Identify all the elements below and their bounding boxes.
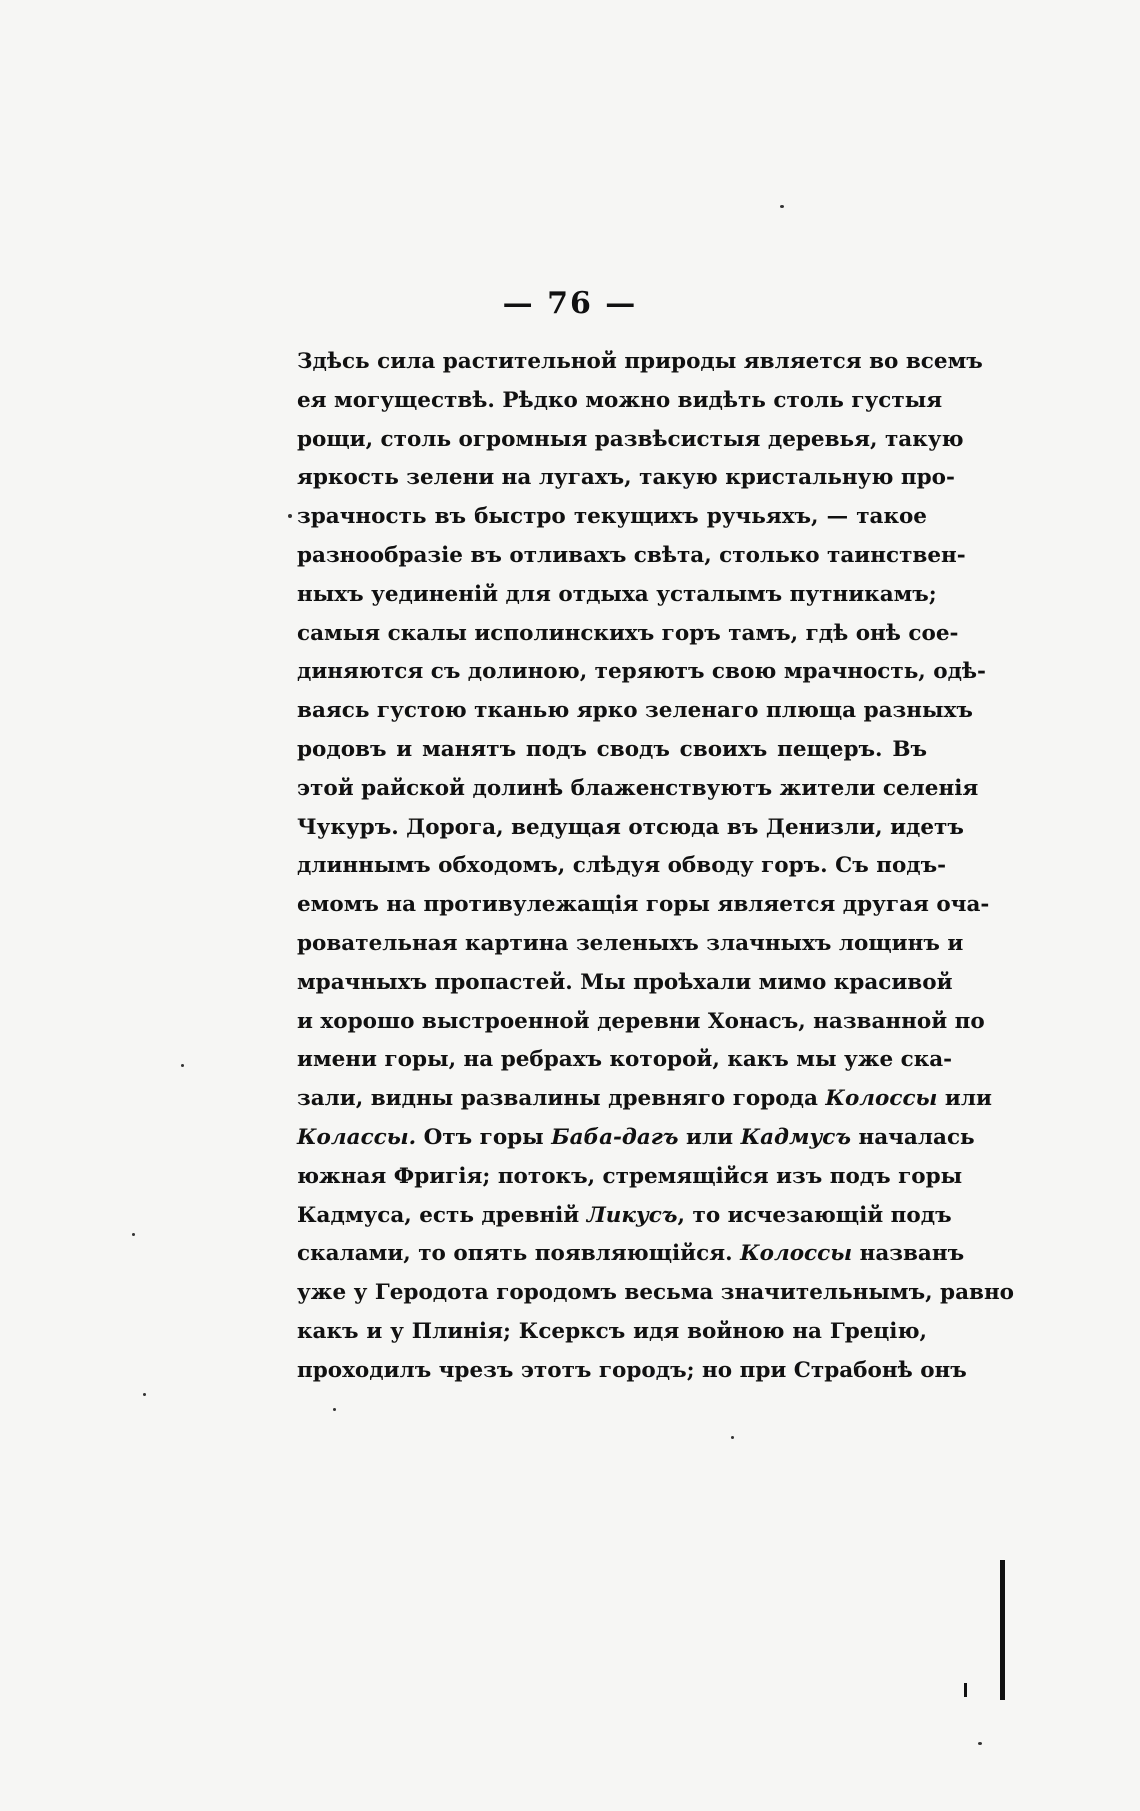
- text-segment: Чукуръ. Дорога, ведущая отсюда въ Денизли, идетъ: [297, 814, 964, 840]
- text-line: [297, 964, 953, 1003]
- scan-speck: [731, 1436, 734, 1439]
- text-line: [297, 1235, 965, 1274]
- text-segment: началась: [851, 1124, 975, 1150]
- text-segment: Кадмуса, есть древній: [297, 1202, 587, 1228]
- scan-speck: [333, 1408, 336, 1411]
- text-line: [297, 653, 986, 692]
- body-text: [297, 343, 1015, 1391]
- text-segment: ныхъ уединеній для отдыха усталымъ путникамъ;: [297, 581, 937, 607]
- text-line: [297, 1041, 953, 1080]
- scan-speck: [978, 1742, 982, 1745]
- text-segment: родовъ и манятъ подъ сводъ своихъ пещеръ. Въ: [297, 736, 927, 762]
- scan-edge-mark: [1000, 1560, 1005, 1700]
- text-line: [297, 421, 964, 460]
- text-line: [297, 615, 959, 654]
- text-segment: Отъ горы: [416, 1124, 552, 1150]
- text-line: [297, 1080, 992, 1119]
- text-line: [297, 886, 990, 925]
- text-segment: южная Фригія; потокъ, стремящійся изъ подъ горы: [297, 1163, 963, 1189]
- text-segment: названъ: [852, 1241, 965, 1267]
- scan-edge-mark: [964, 1683, 967, 1697]
- text-line: [297, 382, 943, 421]
- text-line: [297, 770, 979, 809]
- text-line: [297, 1313, 927, 1352]
- text-segment: диняются съ долиною, теряютъ свою мрачность, одѣ-: [297, 659, 986, 685]
- text-line: [297, 1274, 1015, 1313]
- text-segment: длиннымъ обходомъ, слѣдуя обводу горъ. Съ подъ-: [297, 853, 947, 879]
- text-segment: скалами, то опять появляющійся.: [297, 1241, 741, 1267]
- text-segment: зрачность въ быстро текущихъ ручьяхъ, — такое: [297, 504, 927, 530]
- text-segment: уже у Геродота городомъ весьма значительнымъ, равно: [297, 1280, 1015, 1306]
- italic-text-segment: Колассы.: [297, 1124, 417, 1150]
- text-segment: или: [937, 1086, 992, 1112]
- italic-text-segment: Колоссы: [825, 1086, 938, 1112]
- italic-text-segment: Баба-дагъ: [551, 1124, 679, 1150]
- text-line: [297, 343, 983, 382]
- text-line: [297, 847, 947, 886]
- italic-text-segment: Колоссы: [740, 1241, 853, 1267]
- text-line: [297, 576, 937, 615]
- text-segment: емомъ на противулежащія горы является другая оча-: [297, 892, 990, 918]
- text-segment: ваясь густою тканью ярко зеленаго плюща разныхъ: [297, 698, 973, 724]
- scan-speck: [288, 514, 292, 518]
- text-segment: этой райской долинѣ блаженствуютъ жители селенія: [297, 775, 979, 801]
- scan-speck: [780, 205, 784, 208]
- page-number: — 76 —: [502, 286, 638, 321]
- text-segment: мрачныхъ пропастей. Мы проѣхали мимо красивой: [297, 969, 953, 995]
- text-line: [297, 1197, 952, 1236]
- text-line: [297, 1119, 975, 1158]
- text-segment: Здѣсь сила растительной природы является во всемъ: [297, 349, 983, 374]
- text-segment: проходилъ чрезъ этотъ городъ; но при Страбонѣ онъ: [297, 1357, 967, 1383]
- text-line: [297, 731, 927, 770]
- text-segment: имени горы, на ребрахъ которой, какъ мы уже ска-: [297, 1047, 953, 1073]
- text-line: [297, 537, 966, 576]
- scan-speck: [181, 1064, 184, 1067]
- italic-text-segment: Ликусъ: [586, 1202, 678, 1228]
- text-line: [297, 1003, 985, 1042]
- text-segment: ровательная картина зеленыхъ злачныхъ лощинъ и: [297, 930, 964, 956]
- text-segment: яркость зелени на лугахъ, такую кристальную про-: [297, 465, 955, 491]
- text-line: [297, 692, 973, 731]
- text-line: [297, 1352, 967, 1391]
- text-segment: и хорошо выстроенной деревни Хонасъ, названной по: [297, 1008, 985, 1034]
- text-line: [297, 809, 964, 848]
- text-segment: ея могуществѣ. Рѣдко можно видѣть столь густыя: [297, 387, 943, 413]
- text-line: [297, 459, 955, 498]
- text-line: [297, 1158, 963, 1197]
- scan-speck: [143, 1393, 146, 1396]
- text-segment: самыя скалы исполинскихъ горъ тамъ, гдѣ онѣ сое-: [297, 620, 959, 646]
- italic-text-segment: Кадмусъ: [740, 1124, 852, 1150]
- text-segment: или: [678, 1124, 741, 1150]
- text-line: [297, 925, 964, 964]
- text-segment: зали, видны развалины древняго города: [297, 1086, 826, 1112]
- text-segment: какъ и у Плинія; Ксерксъ идя войною на Грецію,: [297, 1318, 927, 1344]
- text-segment: , то исчезающій подъ: [677, 1202, 952, 1228]
- text-segment: рощи, столь огромныя развѣсистыя деревья, такую: [297, 426, 964, 452]
- scan-speck: [132, 1233, 135, 1236]
- text-line: [297, 498, 927, 537]
- text-segment: разнообразіе въ отливахъ свѣта, столько таинствен-: [297, 542, 966, 568]
